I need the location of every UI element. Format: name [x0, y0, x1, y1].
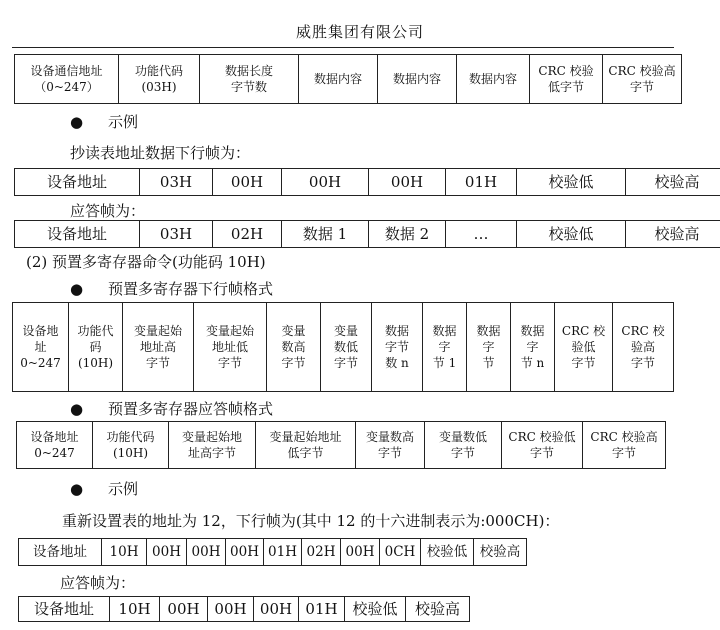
table-cell: 00H [213, 169, 282, 196]
multi-register-reply-table [16, 421, 666, 469]
table-cell: 03H [140, 221, 213, 248]
table-cell: 02H [213, 221, 282, 248]
table-cell: 02H [302, 539, 341, 566]
table-cell: 00H [208, 597, 254, 622]
table-row [13, 303, 674, 392]
bullet-example-2: ● 示例 [70, 480, 139, 498]
table-cell: 设备地址 [15, 169, 140, 196]
bullet-dot-icon: ● [70, 480, 84, 498]
reset-address-label: 重新设置表的地址为 12，下行帧为(其中 12 的十六进制表示为:000CH)： [62, 512, 560, 530]
table-cell: 校验高 [474, 539, 527, 566]
table-cell: 校验高 [626, 169, 720, 196]
table-row [15, 55, 682, 104]
table-cell: 变量数高 字节 [356, 422, 425, 469]
table-cell: 00H [254, 597, 299, 622]
table-cell: 数据 2 [369, 221, 446, 248]
multi-register-download-table [12, 302, 674, 392]
table-cell: CRC 校 验低 字节 [555, 303, 613, 392]
table-cell: 数据长度 字节数 [200, 55, 299, 104]
table-cell: 01H [264, 539, 302, 566]
table-cell: 数据内容 [457, 55, 530, 104]
table-cell: 变量 数高 字节 [267, 303, 321, 392]
bullet-example-1: ● 示例 [70, 113, 139, 131]
table-cell: CRC 校 验高 字节 [613, 303, 674, 392]
bullet-download-format: ● 预置多寄存器下行帧格式 [70, 280, 274, 298]
table-cell: 设备地 址 0~247 [13, 303, 69, 392]
table-cell: 00H [147, 539, 187, 566]
header-rule [12, 47, 674, 48]
table-cell: 校验高 [406, 597, 470, 622]
table-cell: 校验高 [626, 221, 720, 248]
function-frame-table [14, 54, 682, 104]
table-cell: 变量数低 字节 [425, 422, 502, 469]
table-cell: 数据内容 [378, 55, 457, 104]
table-cell: 00H [369, 169, 446, 196]
table-cell: 功能代码 (03H) [119, 55, 200, 104]
table-cell: 01H [299, 597, 345, 622]
table-row [19, 539, 527, 566]
company-name: 威胜集团有限公司 [295, 23, 424, 41]
bullet-dot-icon: ● [70, 400, 84, 418]
reply-frame-label-1: 应答帧为： [70, 202, 146, 220]
table-cell: 03H [140, 169, 213, 196]
table-row [19, 597, 470, 622]
table-cell: 数据 1 [282, 221, 369, 248]
table-cell: 功能代 码 (10H) [69, 303, 123, 392]
table-cell: 10H [102, 539, 147, 566]
table-cell: 数据内容 [299, 55, 378, 104]
table-cell: 数据 字 节 1 [423, 303, 467, 392]
table-cell: 变量起始 地址高 字节 [123, 303, 194, 392]
reset-address-frame-table [18, 538, 527, 566]
table-cell: 变量 数低 字节 [321, 303, 372, 392]
table-cell: 00H [341, 539, 380, 566]
reply-frame-table-2 [18, 596, 470, 622]
table-cell: 设备通信地址 （0~247） [15, 55, 119, 104]
table-cell: 校验低 [517, 221, 626, 248]
bullet-dot-icon: ● [70, 113, 84, 131]
table-cell: 校验低 [345, 597, 406, 622]
table-cell: 数据 字 节 n [511, 303, 555, 392]
table-cell: CRC 校验 低字节 [530, 55, 603, 104]
table-row [15, 221, 720, 248]
table-cell: 变量起始地 址高字节 [169, 422, 256, 469]
table-cell: 01H [446, 169, 517, 196]
table-cell: 变量起始地址 低字节 [256, 422, 356, 469]
reply-frame-table-1 [14, 220, 720, 248]
table-cell: 数据 字 节 [467, 303, 511, 392]
table-cell: CRC 校验高 字节 [603, 55, 682, 104]
read-frame-label: 抄读表地址数据下行帧为： [70, 144, 251, 162]
table-cell: 0CH [380, 539, 421, 566]
table-cell: 校验低 [517, 169, 626, 196]
section-2-heading: (2) 预置多寄存器命令(功能码 10H) [26, 253, 266, 271]
table-cell: CRC 校验高 字节 [583, 422, 666, 469]
reply-frame-label-2: 应答帧为： [60, 574, 136, 592]
bullet-reply-format: ● 预置多寄存器应答帧格式 [70, 400, 274, 418]
table-cell: 设备地址 [19, 539, 102, 566]
read-frame-table [14, 168, 720, 196]
table-cell: 设备地址 [15, 221, 140, 248]
table-cell: 变量起始 地址低 字节 [194, 303, 267, 392]
table-cell: 00H [187, 539, 226, 566]
table-cell: CRC 校验低 字节 [502, 422, 583, 469]
table-cell: 功能代码 (10H) [93, 422, 169, 469]
table-cell: 00H [226, 539, 264, 566]
table-cell: 设备地址 [19, 597, 110, 622]
table-cell: 10H [110, 597, 160, 622]
table-row [17, 422, 666, 469]
table-cell: … [446, 221, 517, 248]
table-row [15, 169, 720, 196]
table-cell: 校验低 [421, 539, 474, 566]
bullet-dot-icon: ● [70, 280, 84, 298]
table-cell: 数据 字节 数 n [372, 303, 423, 392]
table-cell: 00H [160, 597, 208, 622]
table-cell: 设备地址 0~247 [17, 422, 93, 469]
table-cell: 00H [282, 169, 369, 196]
